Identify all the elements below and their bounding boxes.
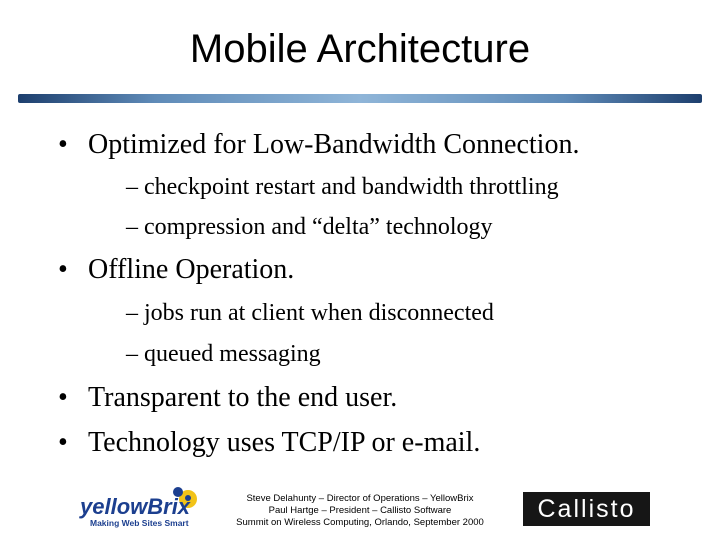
footer-line-3: Summit on Wireless Computing, Orlando, September 2000 <box>236 517 484 528</box>
sub-bullet-2-1: – jobs run at client when disconnected <box>126 300 494 326</box>
bullet-text: Technology uses TCP/IP or e-mail. <box>88 427 481 458</box>
bullet-dot: • <box>58 427 68 458</box>
bullet-dot: • <box>58 382 68 413</box>
sub-bullet-2-2: – queued messaging <box>126 341 321 367</box>
bullet-text: Optimized for Low-Bandwidth Connection. <box>88 129 580 160</box>
yellowbrix-tagline: Making Web Sites Smart <box>90 518 189 528</box>
yellowbrix-wordmark: yellowBrix <box>80 494 191 519</box>
footer-line-1: Steve Delahunty – Director of Operations – YellowBrix <box>246 493 474 504</box>
bullet-dot: • <box>58 254 68 285</box>
callisto-logo: Callisto <box>523 492 650 526</box>
footer-line-2: Paul Hartge – President – Callisto Software <box>268 505 452 516</box>
sub-bullet-1-1: – checkpoint restart and bandwidth throttling <box>126 174 559 200</box>
sub-bullet-1-2: – compression and “delta” technology <box>126 214 493 240</box>
bullet-text: Transparent to the end user. <box>88 382 398 413</box>
slide-title: Mobile Architecture <box>189 27 531 71</box>
footer-credits <box>215 493 505 529</box>
bullet-text: Offline Operation. <box>88 254 295 285</box>
yellowbrix-logo <box>78 484 206 530</box>
yellowbrix-logo-mark <box>78 484 206 530</box>
bullet-dot: • <box>58 129 68 160</box>
